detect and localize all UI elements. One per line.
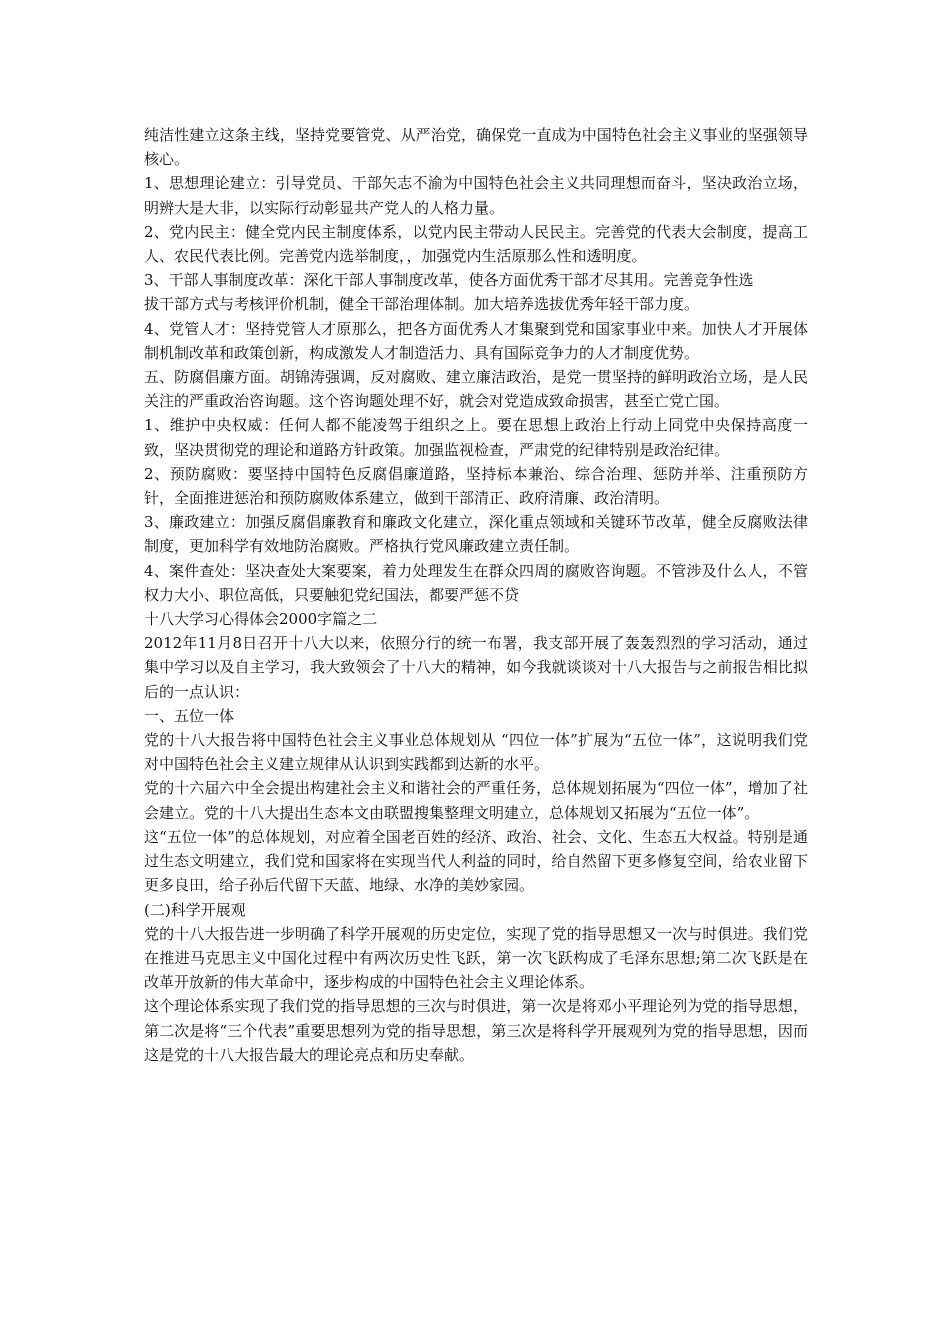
paragraph-11: 4、案件查处：坚决查处大案要案，着力处理发生在群众四周的腐败咨询题。不管涉及什么人，不管权力大小、职位高低，只要触犯党纪国法，都要严惩不贷 bbox=[144, 561, 808, 604]
paragraph-15: 党的十八大报告将中国特色社会主义事业总体规划从 “四位一体”扩展为“五位一体”，这说明我们党对中国特色社会主义建立规律从认识到实践都到达新的水平。 bbox=[144, 731, 808, 774]
paragraph-7: 五、防腐倡廉方面。胡锦涛强调，反对腐败、建立廉洁政治，是党一贯坚持的鲜明政治立场，是人民关注的严重政治咨询题。这个咨询题处理不好，就会对党造成致命损害，甚至亡党亡国。 bbox=[144, 368, 808, 411]
paragraph-19: 党的十八大报告进一步明确了科学开展观的历史定位，实现了党的指导思想又一次与时俱进。我们党在推进马克思主义中国化过程中有两次历史性飞跃，第一次飞跃构成了毛泽东思想;第二次飞跃是在改革开放新的伟大革命中，逐步构成的中国特色社会主义理论体系。 bbox=[144, 924, 808, 992]
paragraph-20: 这个理论体系实现了我们党的指导思想的三次与时俱进，第一次是将邓小平理论列为党的指导思想，第二次是将“三个代表”重要思想列为党的指导思想，第三次是将科学开展观列为党的指导思想，因而这是党的十八大报告最大的理论亮点和历史奉献。 bbox=[144, 997, 808, 1064]
subheading-five-in-one: 一、五位一体 bbox=[144, 706, 235, 725]
subheading-scientific-development: (二)科学开展观 bbox=[144, 900, 246, 919]
paragraph-17: 这“五位一体”的总体规划，对应着全国老百姓的经济、政治、社会、文化、生态五大权益。特别是通过生态文明建立，我们党和国家将在实现当代人利益的同时，给自然留下更多修复空间，给农业留下更多良田，给子孙后代留下天蓝、地绿、水净的美妙家园。 bbox=[144, 827, 808, 895]
paragraph-8: 1、维护中央权威：任何人都不能凌驾于组织之上。要在思想上政治上行动上同党中央保持高度一致，坚决贯彻党的理论和道路方针政策。加强监视检查，严肃党的纪律特别是政治纪律。 bbox=[144, 416, 808, 459]
section-heading-2: 十八大学习心得体会2000字篇之二 bbox=[144, 610, 378, 629]
paragraph-9: 2、预防腐败：要坚持中国特色反腐倡廉道路，坚持标本兼治、综合治理、惩防并举、注重预防方针，全面推进惩治和预防腐败体系建立，做到干部清正、政府清廉、政治清明。 bbox=[144, 464, 808, 508]
paragraph-3: 2、党内民主：健全党内民主制度体系，以党内民主带动人民民主。完善党的代表大会制度，提高工人、农民代表比例。完善党内选举制度，，加强党内生活原那么性和透明度。 bbox=[144, 222, 808, 266]
document-body bbox=[144, 123, 808, 1067]
paragraph-13: 2012年11月8日召开十八大以来，依照分行的统一布署，我支部开展了轰轰烈烈的学习活动，通过集中学习以及自主学习，我大致领会了十八大的精神，如今我就谈谈对十八大报告与之前报告相比拟后的一点认识： bbox=[144, 634, 808, 701]
paragraph-10: 3、廉政建立：加强反腐倡廉教育和廉政文化建立，深化重点领域和关键环节改革，健全反腐败法律制度，更加科学有效地防治腐败。严格执行党风廉政建立责任制。 bbox=[144, 513, 808, 556]
paragraph-6: 4、党管人才：坚持党管人才原那么，把各方面优秀人才集聚到党和国家事业中来。加快人才开展体制机制改革和政策创新，构成激发人才制造活力、具有国际竞争力的人才制度优势。 bbox=[144, 319, 808, 362]
paragraph-16: 党的十六届六中全会提出构建社会主义和谐社会的严重任务，总体规划拓展为“四位一体”，增加了社会建立。党的十八大提出生态本文由联盟搜集整理文明建立，总体规划又拓展为“五位一体”。 bbox=[144, 779, 808, 822]
paragraph-1: 纯洁性建立这条主线，坚持党要管党、从严治党，确保党一直成为中国特色社会主义事业的坚强领导核心。 bbox=[144, 126, 808, 169]
paragraph-4: 3、干部人事制度改革：深化干部人事制度改革，使各方面优秀干部才尽其用。完善竞争性选 bbox=[144, 271, 754, 290]
paragraph-5: 拔干部方式与考核评价机制，健全干部治理体制。加大培养选拔优秀年轻干部力度。 bbox=[144, 295, 700, 314]
paragraph-2: 1、思想理论建立：引导党员、干部矢志不渝为中国特色社会主义共同理想而奋斗，坚决政治立场，明辨大是大非，以实际行动彰显共产党人的人格力量。 bbox=[144, 174, 808, 217]
